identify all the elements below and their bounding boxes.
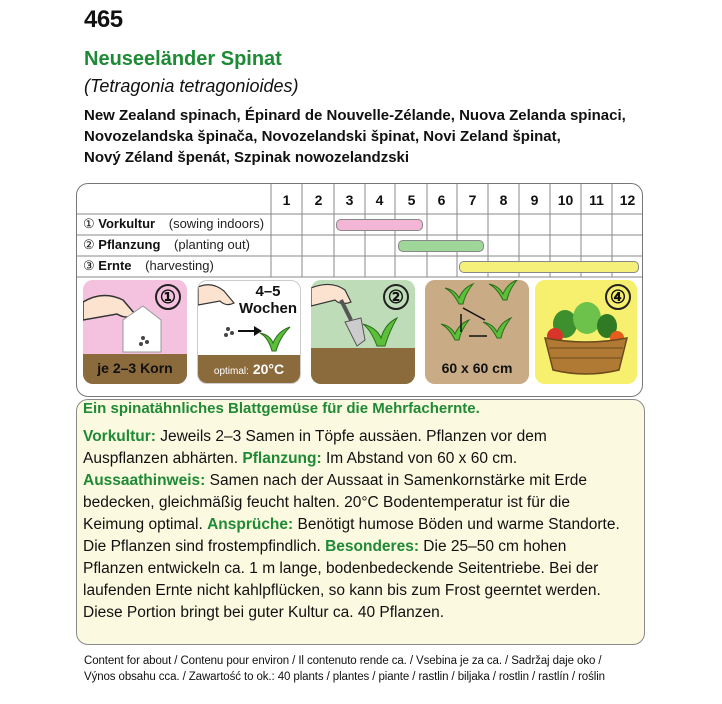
description-text: Pflanzen entwickeln ca. 1 m lange, bodenbedeckende Seitentriebe. Bei der [83,560,599,577]
description-keyword: Aussaathinweis: [83,472,206,489]
row-label: Ernte [98,258,132,273]
description-text: Die 25–50 cm hohen [419,538,567,555]
pictogram-planting [311,280,415,384]
row-english: (sowing indoors) [168,216,265,231]
month-header: 6 [437,192,446,208]
latin-name: (Tetragonia tetragonioides) [84,76,299,96]
optimal-temperature: optimal: 20°C [213,361,285,377]
description-text: Auspflanzen abhärten. [83,450,243,467]
description-line [83,558,638,580]
row-number: ② [83,237,95,252]
weeks-range: 4–5 [255,283,281,300]
pictogram-germination [197,280,301,384]
month-header: 7 [468,192,477,208]
row-english: (harvesting) [145,258,214,273]
weeks-label: Wochen [238,300,298,317]
product-code: 465 [84,6,123,33]
description-line [83,426,638,448]
description-text: Im Abstand von 60 x 60 cm. [321,450,518,467]
description-text: bedecken, gleichmäßig feucht halten. 20°C Bodentemperatur ist für die [83,494,570,511]
row-label: Pflanzung [98,237,161,252]
row-number: ③ [83,258,95,273]
period-bar-pflanzung [398,240,484,252]
description-keyword: Pflanzung: [242,450,322,467]
month-header: 8 [499,192,508,208]
pictogram-spacing [425,280,529,384]
translated-names-line: Nový Zéland špenát, Szpinak nowozelandzski [84,149,410,166]
month-header: 4 [375,192,384,208]
description-body [83,426,638,624]
seeds-per-pot: je 2–3 Korn [97,360,173,376]
month-header: 11 [589,192,604,208]
description-line [83,580,638,602]
description-keyword: Vorkultur: [83,428,156,445]
description-text: Keimung optimal. [83,516,208,533]
month-header: 2 [314,192,323,208]
period-bar-vorkultur [336,219,423,231]
month-header: 10 [557,192,574,208]
translated-names-line: Novozelandska špinača, Novozelandski špinat, Novi Zeland špinat, [84,128,561,145]
footer-content-line: Výnos obsahu cca. / Zawartość to ok.: 40 plants / plantes / piante / rastlin / biljaka / rostlin / rastlín / roślin [84,671,605,683]
description-text: Benötigt humose Böden und warme Standorte. [293,516,620,533]
period-bar-ernte [459,261,639,273]
month-header: 12 [619,192,636,208]
row-number: ① [83,216,95,231]
description-text: Samen nach der Aussaat in Samenkornstärke mit Erde [205,472,587,489]
description-line [83,536,638,558]
description-line [83,514,638,536]
description-line [83,602,638,624]
description-keyword: Besonderes: [325,538,419,555]
pictogram-harvest [535,280,637,384]
step-number: ④ [605,284,631,310]
row-label: Vorkultur [98,216,156,231]
description-text: Diese Portion bringt bei guter Kultur ca. 40 Pflanzen. [83,604,445,621]
description-keyword: Ansprüche: [207,516,294,533]
translated-names-line: New Zealand spinach, Épinard de Nouvelle-Zélande, Nuova Zelanda spinaci, [84,107,626,124]
page-title: Neuseeländer Spinat [84,48,282,70]
month-header: 5 [407,192,416,208]
description-text: Jeweils 2–3 Samen in Töpfe aussäen. Pflanzen vor dem [155,428,547,445]
description-line [83,470,638,492]
description-line [83,492,638,514]
plant-spacing: 60 x 60 cm [441,360,513,376]
description-text: Die Pflanzen sind frostempfindlich. [83,538,326,555]
row-english: (planting out) [174,237,250,252]
step-number: ② [383,284,409,310]
description-headline: Ein spinatähnliches Blattgemüse für die Mehrfachernte. [83,400,480,417]
description-text: laufenden Ernte nicht kahlpflücken, so kann bis zum Frost geerntet werden. [83,582,601,599]
description-box [76,399,645,645]
description-line [83,448,638,470]
footer-content-line: Content for about / Contenu pour environ / Il contenuto rende ca. / Vsebina je za ca. / Sadržaj daje oko / [84,655,602,667]
month-header: 1 [282,192,291,208]
row-vorkultur [83,216,264,232]
month-header: 3 [345,192,354,208]
month-header: 9 [530,192,539,208]
row-ernte [83,258,214,274]
pictogram-sowing [83,280,187,384]
row-pflanzung [83,237,250,253]
sowing-calendar [76,183,643,397]
step-number: ① [155,284,181,310]
